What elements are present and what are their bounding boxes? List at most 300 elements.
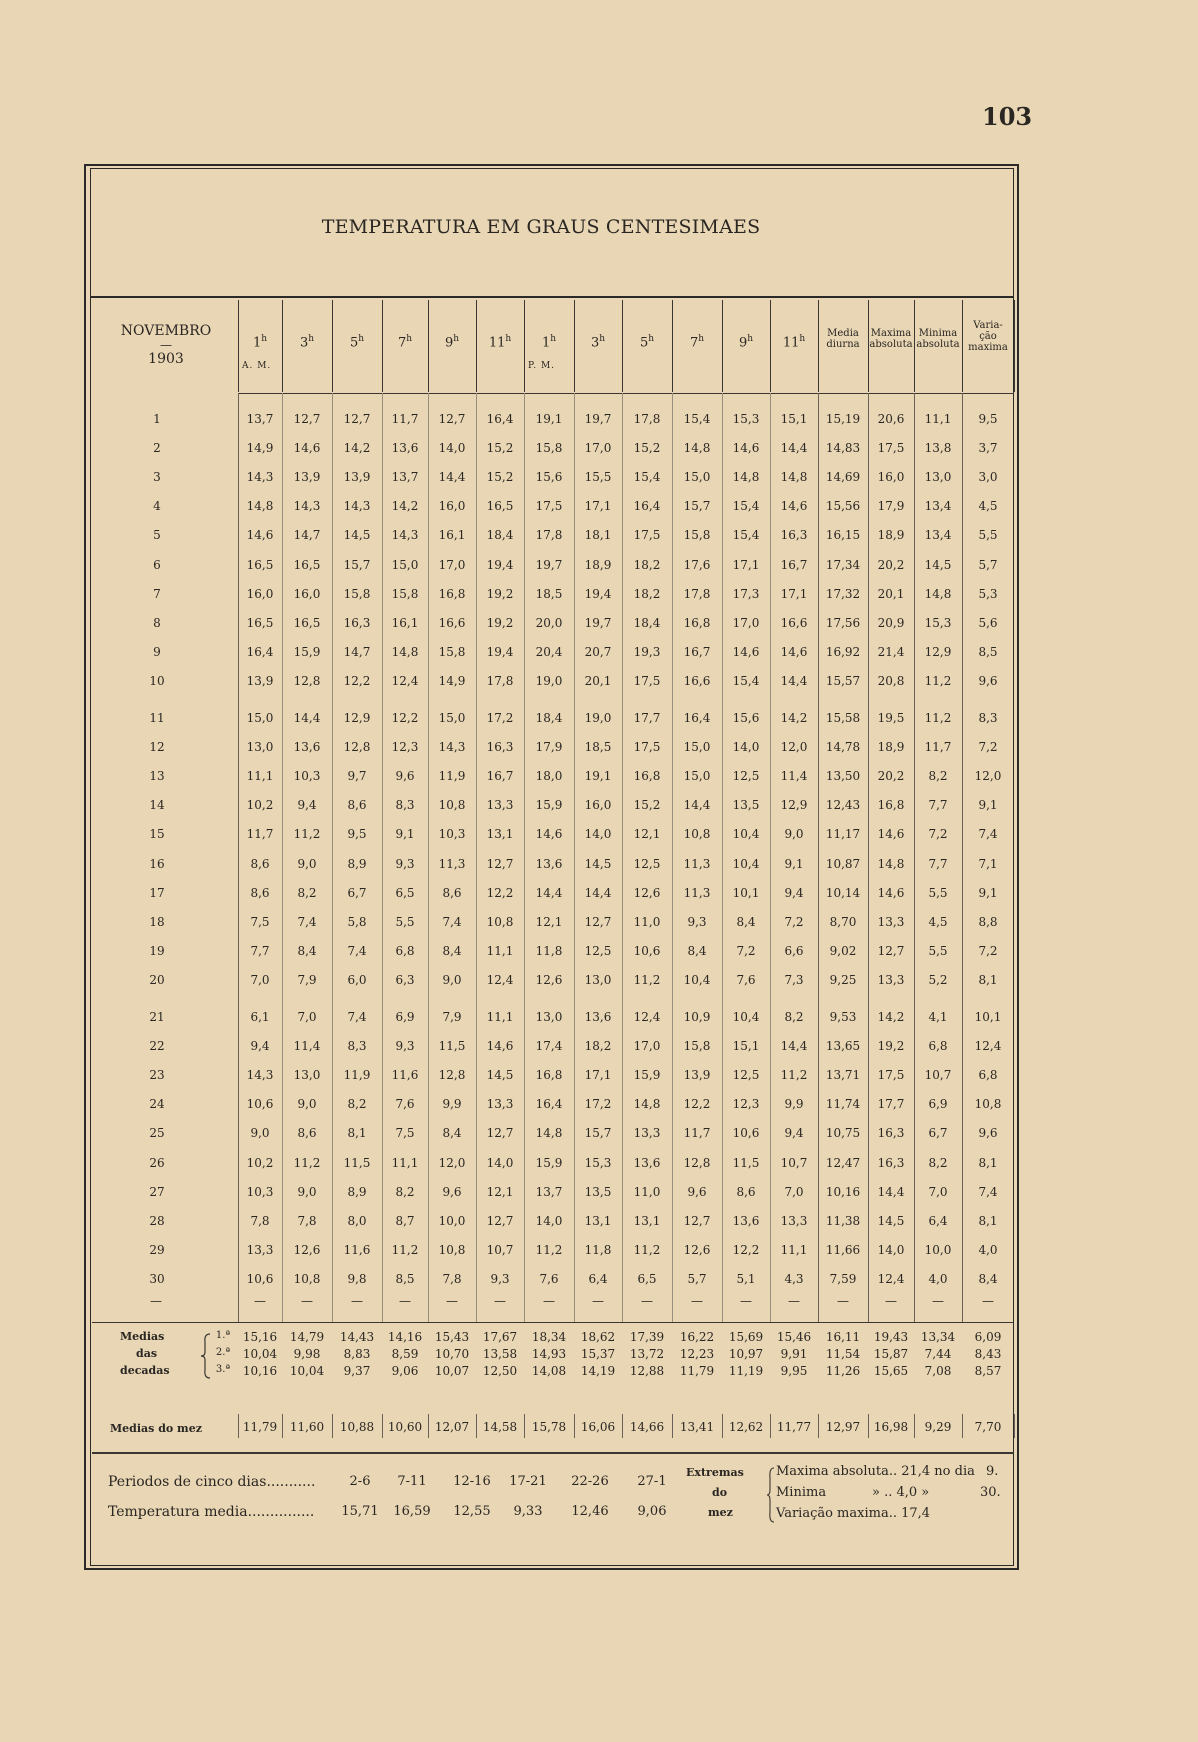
temperature-cell: 9,6 [442, 1184, 462, 1199]
extremes-label-2: do [712, 1486, 728, 1499]
summary-header [818, 328, 868, 350]
temperature-cell: 13,0 [924, 470, 952, 485]
temperature-cell: 11,2 [633, 972, 661, 987]
temperature-cell: 13,9 [343, 470, 371, 485]
period-range: 17-21 [509, 1474, 547, 1489]
column-rule [622, 1414, 623, 1438]
temperature-cell: 12,7 [486, 1213, 514, 1228]
temperature-cell: 14,3 [293, 499, 321, 514]
day-number: 8 [153, 615, 161, 630]
temperature-cell: 17,1 [584, 1068, 612, 1083]
temperature-cell: 7,6 [736, 972, 756, 987]
temperature-cell: 7,4 [347, 943, 367, 958]
temperature-cell: 20,9 [877, 615, 905, 630]
period-temperature: 12,46 [571, 1504, 609, 1519]
temperature-cell: 9,7 [347, 769, 367, 784]
dash-cell: — [150, 1294, 162, 1308]
temperature-cell: 17,0 [633, 1039, 661, 1054]
temperature-cell: 12,4 [974, 1039, 1002, 1054]
temperature-cell: 20,0 [535, 615, 563, 630]
temperature-cell: 14,6 [732, 644, 760, 659]
temperature-cell: 13,4 [924, 499, 952, 514]
temperature-cell: 15,56 [825, 499, 861, 514]
temperature-cell: 14,4 [584, 885, 612, 900]
hour-number: 3 [299, 335, 309, 351]
hour-number: 11 [488, 335, 506, 351]
temperature-cell: 9,3 [395, 1039, 415, 1054]
temperature-cell: 14,6 [535, 827, 563, 842]
column-rule [476, 1414, 477, 1438]
month-mean-cell: 15,78 [531, 1420, 567, 1434]
temperature-cell: 9,8 [347, 1271, 367, 1286]
temperature-cell: 14,9 [438, 673, 466, 688]
temperature-cell: 13,6 [732, 1213, 760, 1228]
temperature-cell: 17,1 [780, 586, 808, 601]
temperature-cell: 8,3 [347, 1039, 367, 1054]
temperature-cell: 7,0 [250, 972, 270, 987]
temperature-cell: 17,32 [825, 586, 861, 601]
temperature-cell: 16,3 [343, 615, 371, 630]
table-row [0, 1272, 1198, 1294]
dash-cell: — [932, 1294, 944, 1308]
temperature-cell: 7,2 [928, 827, 948, 842]
temperature-cell: 8,2 [928, 1155, 948, 1170]
decade-mean-cell: 15,43 [434, 1330, 470, 1344]
column-rule [962, 1414, 963, 1438]
column-rule [238, 1414, 239, 1438]
temperature-cell: 7,2 [784, 914, 804, 929]
decade-mean-cell: 9,95 [780, 1364, 808, 1378]
summary-header-line: Maxima [870, 328, 912, 339]
temperature-cell: 12,2 [391, 711, 419, 725]
temperature-cell: 11,74 [825, 1097, 861, 1112]
table-row [0, 616, 1198, 638]
temperature-cell: 15,0 [683, 470, 711, 485]
temperature-cell: 10,7 [924, 1068, 952, 1083]
temperature-cell: 14,8 [683, 441, 711, 456]
temperature-cell: 9,6 [395, 769, 415, 784]
column-rule [574, 1414, 575, 1438]
temperature-cell: 19,4 [486, 644, 514, 659]
temperature-cell: 7,4 [978, 827, 998, 842]
month-mean-cell: 14,66 [629, 1420, 665, 1434]
temperature-cell: 17,34 [825, 557, 861, 572]
day-number: 11 [149, 711, 165, 725]
temperature-cell: 8,2 [395, 1184, 415, 1199]
min-absolute-values: » .. 4,0 » [872, 1485, 930, 1500]
temperature-cell: 16,5 [486, 499, 514, 514]
hour-superscript: h [799, 334, 806, 344]
temperature-cell: 7,7 [928, 856, 948, 871]
temperature-cell: 19,1 [535, 412, 563, 426]
temperature-cell: 14,8 [877, 856, 905, 871]
temperature-cell: 17,4 [535, 1039, 563, 1054]
max-variation-line: Variação maxima.. 17,4 [776, 1506, 931, 1521]
temperature-cell: 15,3 [584, 1155, 612, 1170]
table-row [0, 441, 1198, 463]
temperature-cell: 17,7 [877, 1097, 905, 1112]
temperature-cell: 9,25 [829, 972, 857, 987]
temperature-cell: 9,0 [250, 1126, 270, 1141]
periods-label [108, 1474, 315, 1490]
temperature-cell: 14,6 [780, 644, 808, 659]
temperature-cell: 14,3 [246, 1068, 274, 1083]
temperature-cell: 13,3 [633, 1126, 661, 1141]
temperature-cell: 12,7 [293, 412, 321, 426]
day-number: 2 [153, 441, 161, 456]
temperature-cell: 12,5 [584, 943, 612, 958]
footer-divider [92, 1452, 1014, 1454]
decade-mean-cell: 14,08 [531, 1364, 567, 1378]
temperature-cell: 16,4 [486, 412, 514, 426]
temperature-cell: 16,3 [877, 1126, 905, 1141]
temperature-cell: 10,8 [683, 827, 711, 842]
decade-mean-cell: 15,16 [242, 1330, 278, 1344]
column-rule [868, 1414, 869, 1438]
temperature-cell: 5,7 [687, 1271, 707, 1286]
min-absolute-label: Minima [776, 1485, 827, 1500]
temperature-cell: 13,1 [584, 1213, 612, 1228]
header-divider [238, 393, 1014, 394]
table-row [0, 827, 1198, 849]
temperature-cell: 4,1 [928, 1010, 948, 1024]
temperature-cell: 16,1 [391, 615, 419, 630]
temperature-cell: 19,1 [584, 769, 612, 784]
temperature-cell: 10,4 [732, 856, 760, 871]
temperature-cell: 14,0 [732, 740, 760, 755]
hour-header [282, 334, 332, 350]
decade-mean-cell: 16,22 [679, 1330, 715, 1344]
decade-mean-cell: 13,58 [482, 1347, 518, 1361]
temperature-cell: 16,5 [246, 557, 274, 572]
temperature-cell: 10,9 [683, 1010, 711, 1024]
temperature-cell: 14,69 [825, 470, 861, 485]
temperature-cell: 14,5 [877, 1213, 905, 1228]
month-means-row [0, 1420, 1198, 1438]
day-number: 21 [149, 1010, 165, 1024]
temperature-cell: 8,2 [928, 769, 948, 784]
temperature-cell: 7,1 [978, 856, 998, 871]
temperature-cell: 9,3 [490, 1271, 510, 1286]
temperature-cell: 16,8 [633, 769, 661, 784]
temperature-cell: 14,2 [780, 711, 808, 725]
temperature-cell: 15,4 [732, 673, 760, 688]
temperature-cell: 8,1 [978, 1155, 998, 1170]
hour-number: 3 [590, 335, 600, 351]
temperature-cell: 11,6 [343, 1242, 371, 1257]
temperature-cell: 6,4 [588, 1271, 608, 1286]
temperature-cell: 12,2 [732, 1242, 760, 1257]
temperature-cell: 16,6 [438, 615, 466, 630]
decade-mean-cell: 15,87 [873, 1347, 909, 1361]
column-rule [382, 1414, 383, 1438]
temperature-cell: 14,7 [293, 528, 321, 543]
temperature-cell: 13,1 [486, 827, 514, 842]
decade-means-label-1: Medias [120, 1330, 165, 1343]
temperature-cell: 19,2 [877, 1039, 905, 1054]
temperature-cell: 19,4 [486, 557, 514, 572]
table-row [0, 1039, 1198, 1061]
temperature-cell: 4,3 [784, 1271, 804, 1286]
temperature-cell: 18,9 [877, 740, 905, 755]
temperature-cell: 6,0 [347, 972, 367, 987]
day-number: 22 [149, 1039, 165, 1054]
temperature-cell: 16,3 [877, 1155, 905, 1170]
temperature-cell: 12,8 [683, 1155, 711, 1170]
day-number: 30 [149, 1271, 165, 1286]
temperature-cell: 16,4 [246, 644, 274, 659]
temperature-cell: 14,0 [438, 441, 466, 456]
day-number: 28 [149, 1213, 165, 1228]
temperature-cell: 10,3 [438, 827, 466, 842]
month-mean-cell: 12,97 [825, 1420, 861, 1434]
summary-header-line: Media [827, 328, 859, 339]
temperature-cell: 16,6 [780, 615, 808, 630]
temperature-cell: 11,8 [584, 1242, 612, 1257]
temperature-cell: 12,4 [633, 1010, 661, 1024]
table-title: TEMPERATURA EM GRAUS CENTESIMAES [321, 216, 761, 238]
hour-number: 9 [738, 335, 748, 351]
temperature-cell: 10,4 [732, 827, 760, 842]
temperature-cell: 11,2 [924, 711, 952, 725]
temperature-cell: 10,1 [974, 1010, 1002, 1024]
temperature-cell: 7,4 [347, 1010, 367, 1024]
temperature-cell: 9,1 [978, 798, 998, 813]
temperature-cell: 8,8 [978, 914, 998, 929]
temperature-cell: 17,8 [683, 586, 711, 601]
temperature-cell: 6,5 [395, 885, 415, 900]
temperature-cell: 21,4 [877, 644, 905, 659]
decade-mean-cell: 10,70 [434, 1347, 470, 1361]
decade-mean-cell: 15,69 [728, 1330, 764, 1344]
period-marker: A. M. [242, 361, 272, 371]
decade-mean-cell: 10,04 [242, 1347, 278, 1361]
decade-tag: 2.ª [215, 1347, 231, 1358]
temperature-cell: 14,7 [343, 644, 371, 659]
decade-means-label-3: decadas [120, 1364, 170, 1377]
temperature-cell: 12,2 [486, 885, 514, 900]
temperature-cell: 12,8 [293, 673, 321, 688]
temperature-cell: 16,4 [535, 1097, 563, 1112]
month-label: NOVEMBRO [120, 323, 212, 339]
temperature-cell: 10,75 [825, 1126, 861, 1141]
title-divider [90, 296, 1014, 298]
temperature-cell: 16,7 [683, 644, 711, 659]
temperature-cell: 10,2 [246, 798, 274, 813]
temperature-cell: 15,0 [683, 740, 711, 755]
temperature-cell: 12,5 [732, 769, 760, 784]
temperature-cell: 14,8 [924, 586, 952, 601]
temperature-cell: 6,9 [928, 1097, 948, 1112]
temperature-cell: 14,6 [486, 1039, 514, 1054]
day-number: 14 [149, 798, 165, 813]
temperature-cell: 16,5 [293, 615, 321, 630]
temperature-cell: 14,6 [246, 528, 274, 543]
decade-mean-cell: 10,16 [242, 1364, 278, 1378]
temperature-cell: 9,4 [250, 1039, 270, 1054]
hour-header [770, 334, 818, 350]
day-number: 26 [149, 1155, 165, 1170]
temperature-cell: 14,4 [780, 441, 808, 456]
hour-superscript: h [747, 334, 754, 344]
temperature-cell: 7,2 [978, 740, 998, 755]
temperature-cell: 16,92 [825, 644, 861, 659]
temperature-cell: 14,8 [780, 470, 808, 485]
month-mean-cell: 11,60 [289, 1420, 325, 1434]
decade-mean-cell: 7,08 [924, 1364, 952, 1378]
temperature-cell: 12,6 [535, 972, 563, 987]
temperature-cell: 12,4 [391, 673, 419, 688]
month-mean-cell: 10,88 [339, 1420, 375, 1434]
temperature-cell: 12,8 [438, 1068, 466, 1083]
hour-number: 11 [782, 335, 800, 351]
temperature-cell: 8,2 [347, 1097, 367, 1112]
temperature-cell: 17,0 [584, 441, 612, 456]
temperature-cell: 6,5 [637, 1271, 657, 1286]
temperature-cell: 16,8 [438, 586, 466, 601]
temperature-cell: 5,2 [928, 972, 948, 987]
min-day: 30. [980, 1485, 1001, 1500]
day-number: 25 [149, 1126, 165, 1141]
temperature-cell: 15,7 [683, 499, 711, 514]
temperature-cell: 7,6 [395, 1097, 415, 1112]
temperature-cell: 13,3 [246, 1242, 274, 1257]
temperature-cell: 8,6 [736, 1184, 756, 1199]
temperature-cell: 14,8 [246, 499, 274, 514]
temperature-cell: 17,1 [732, 557, 760, 572]
temperature-cell: 8,4 [736, 914, 756, 929]
temperature-cell: 15,4 [732, 499, 760, 514]
temperature-cell: 14,6 [293, 441, 321, 456]
temperature-cell: 14,4 [683, 798, 711, 813]
temperature-cell: 14,2 [877, 1010, 905, 1024]
period-range: 27-1 [637, 1474, 667, 1489]
hour-header [476, 334, 524, 350]
decade-mean-cell: 14,79 [289, 1330, 325, 1344]
temperature-cell: 20,1 [584, 673, 612, 688]
temperature-cell: 13,7 [246, 412, 274, 426]
day-number: 16 [149, 856, 165, 871]
table-row [0, 711, 1198, 733]
table-row [0, 412, 1198, 434]
temperature-cell: 10,7 [780, 1155, 808, 1170]
temperature-cell: 7,8 [250, 1213, 270, 1228]
summary-header-line: absoluta [916, 339, 960, 350]
means-divider [92, 1322, 1014, 1323]
temperature-cell: 16,7 [780, 557, 808, 572]
temperature-cell: 15,8 [683, 1039, 711, 1054]
period-temperature: 15,71 [341, 1504, 379, 1519]
temperature-cell: 8,2 [784, 1010, 804, 1024]
temperature-cell: 9,3 [687, 914, 707, 929]
dash-cell: — [788, 1294, 800, 1308]
temperature-cell: 11,3 [438, 856, 466, 871]
temperature-cell: 14,83 [825, 441, 861, 456]
temperature-cell: 15,0 [246, 711, 274, 725]
temperature-cell: 14,5 [486, 1068, 514, 1083]
temperature-cell: 11,2 [293, 1155, 321, 1170]
hour-header [622, 334, 672, 350]
temperature-cell: 7,8 [297, 1213, 317, 1228]
temperature-cell: 13,0 [246, 740, 274, 755]
temperature-cell: 11,66 [825, 1242, 861, 1257]
temperature-cell: 12,2 [683, 1097, 711, 1112]
temperature-cell: 15,19 [825, 412, 861, 426]
temperature-cell: 11,8 [535, 943, 563, 958]
periods-label-text: Periodos de cinco dias [108, 1474, 267, 1490]
decade-mean-cell: 17,39 [629, 1330, 665, 1344]
temp-dots: ............... [247, 1504, 315, 1520]
temperature-cell: 12,9 [343, 711, 371, 725]
table-row [0, 587, 1198, 609]
hour-superscript: h [648, 334, 655, 344]
temperature-cell: 9,9 [442, 1097, 462, 1112]
temperature-cell: 13,4 [924, 528, 952, 543]
dash-cell: — [592, 1294, 604, 1308]
decade-mean-cell: 7,44 [924, 1347, 952, 1361]
summary-header-line: ção [979, 331, 997, 342]
temperature-cell: 12,4 [486, 972, 514, 987]
temperature-cell: 6,8 [928, 1039, 948, 1054]
temperature-cell: 15,4 [683, 412, 711, 426]
temperature-cell: 4,5 [978, 499, 998, 514]
hour-superscript: h [599, 334, 606, 344]
column-rule [332, 1414, 333, 1438]
hour-header [238, 334, 282, 350]
temperature-cell: 11,2 [924, 673, 952, 688]
temperature-cell: 8,6 [250, 856, 270, 871]
month-mean-cell: 16,06 [580, 1420, 616, 1434]
decade-mean-cell: 10,07 [434, 1364, 470, 1378]
temperature-cell: 16,0 [438, 499, 466, 514]
temperature-cell: 7,2 [736, 943, 756, 958]
temperature-cell: 19,3 [633, 644, 661, 659]
decade-mean-cell: 15,46 [776, 1330, 812, 1344]
temperature-cell: 13,71 [825, 1068, 861, 1083]
temperature-cell: 11,7 [246, 827, 274, 842]
temperature-cell: 12,2 [343, 673, 371, 688]
temperature-cell: 13,50 [825, 769, 861, 784]
temperature-cell: 10,8 [486, 914, 514, 929]
temperature-cell: 14,6 [780, 499, 808, 514]
temperature-cell: 14,0 [877, 1242, 905, 1257]
temperature-cell: 9,1 [978, 885, 998, 900]
temperature-cell: 14,4 [780, 673, 808, 688]
temperature-cell: 10,8 [974, 1097, 1002, 1112]
dash-cell: — [740, 1294, 752, 1308]
temperature-cell: 14,9 [246, 441, 274, 456]
temperature-cell: 16,1 [438, 528, 466, 543]
day-number: 23 [149, 1068, 165, 1083]
month-year-header [96, 322, 236, 368]
temperature-cell: 11,1 [246, 769, 274, 784]
temperature-cell: 20,4 [535, 644, 563, 659]
hour-number: 1 [541, 335, 551, 351]
temperature-cell: 14,0 [584, 827, 612, 842]
temperature-cell: 14,4 [438, 470, 466, 485]
temperature-cell: 18,0 [535, 769, 563, 784]
temperature-cell: 9,5 [347, 827, 367, 842]
temperature-cell: 9,5 [978, 412, 998, 426]
column-rule [672, 1414, 673, 1438]
temperature-cell: 8,1 [347, 1126, 367, 1141]
hour-header [428, 334, 476, 350]
month-mean-cell: 12,62 [728, 1420, 764, 1434]
temperature-cell: 19,4 [584, 586, 612, 601]
temperature-cell: 11,0 [633, 914, 661, 929]
temperature-cell: 17,8 [486, 673, 514, 688]
table-row [0, 857, 1198, 879]
